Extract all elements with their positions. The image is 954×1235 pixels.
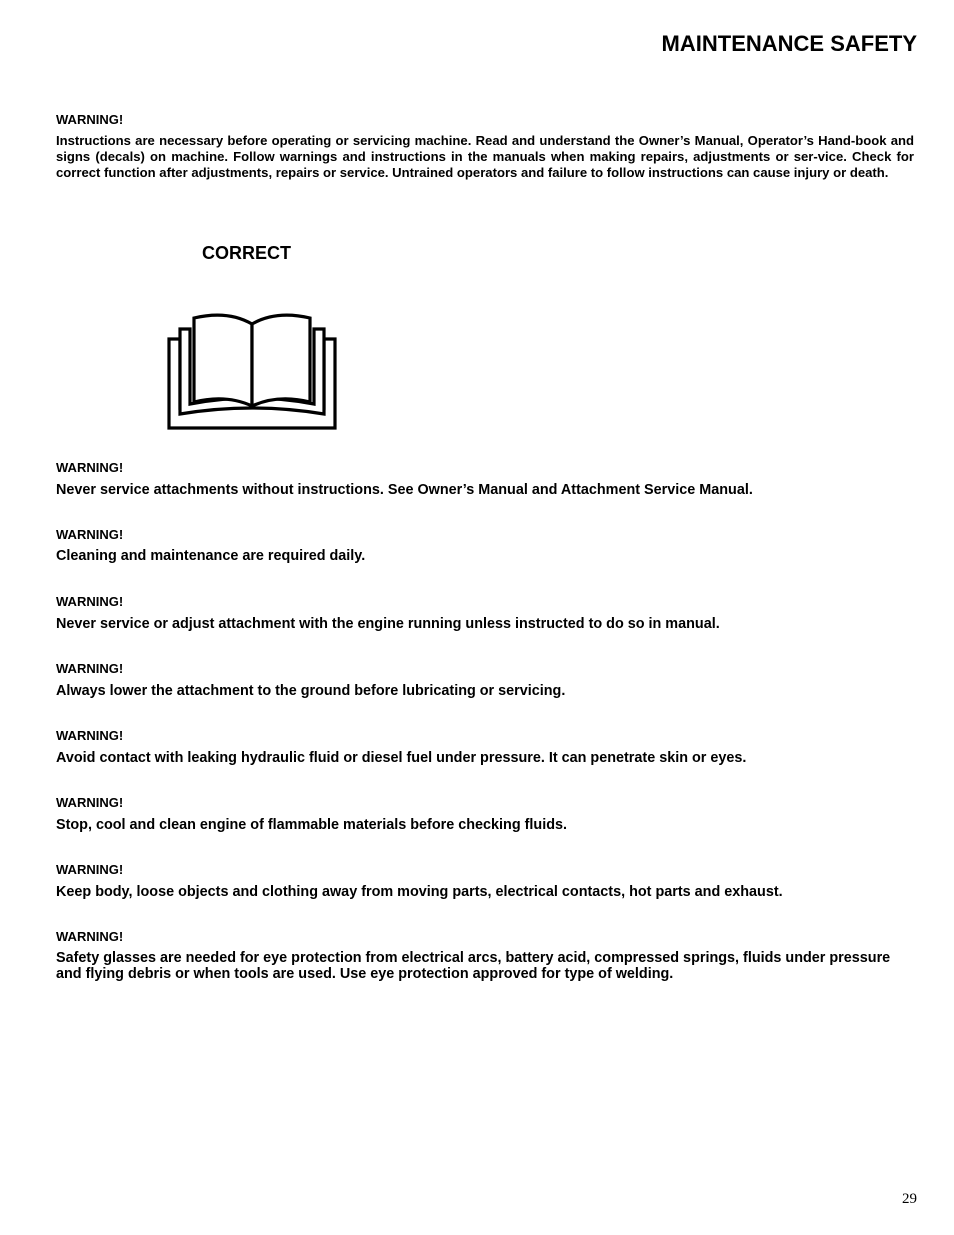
intro-warning-text: Instructions are necessary before operating or servicing machine. Read and understand the Owner’s Manual, Operator’s Hand-book and signs (decals) on machine. Follow warnings and instructions in the manuals when making repairs, adjustments or ser-vice. Check for correct function after adjustments, repairs or service. Untrained operators and failure to follow instructions can cause injury or death. (56, 133, 914, 180)
warning-label: WARNING! (56, 929, 124, 944)
warning-text: Never service or adjust attachment with the engine running unless instructed to do so in manual. (56, 616, 720, 632)
warning-text: Stop, cool and clean engine of flammable materials before checking fluids. (56, 817, 567, 833)
page-number: 29 (902, 1191, 917, 1207)
intro-warning-label: WARNING! (56, 112, 124, 127)
warning-label: WARNING! (56, 661, 124, 676)
open-book-icon (166, 310, 338, 437)
warning-text: Safety glasses are needed for eye protection from electrical arcs, battery acid, compressed springs, fluids under pressure and flying debris or when tools are used. Use eye protection approved for type of welding. (56, 950, 891, 982)
warning-text: Keep body, loose objects and clothing away from moving parts, electrical contacts, hot parts and exhaust. (56, 884, 783, 900)
figure-label: CORRECT (202, 243, 291, 263)
warning-label: WARNING! (56, 862, 124, 877)
page-title: MAINTENANCE SAFETY (661, 31, 917, 56)
warning-label: WARNING! (56, 728, 124, 743)
warning-label: WARNING! (56, 594, 124, 609)
warning-text: Always lower the attachment to the ground before lubricating or servicing. (56, 683, 566, 699)
warning-text: Avoid contact with leaking hydraulic fluid or diesel fuel under pressure. It can penetrate skin or eyes. (56, 750, 747, 766)
warning-label: WARNING! (56, 460, 124, 475)
warning-text: Never service attachments without instructions. See Owner’s Manual and Attachment Service Manual. (56, 482, 753, 498)
warning-label: WARNING! (56, 795, 124, 810)
warning-label: WARNING! (56, 527, 124, 542)
warning-text: Cleaning and maintenance are required daily. (56, 548, 366, 564)
